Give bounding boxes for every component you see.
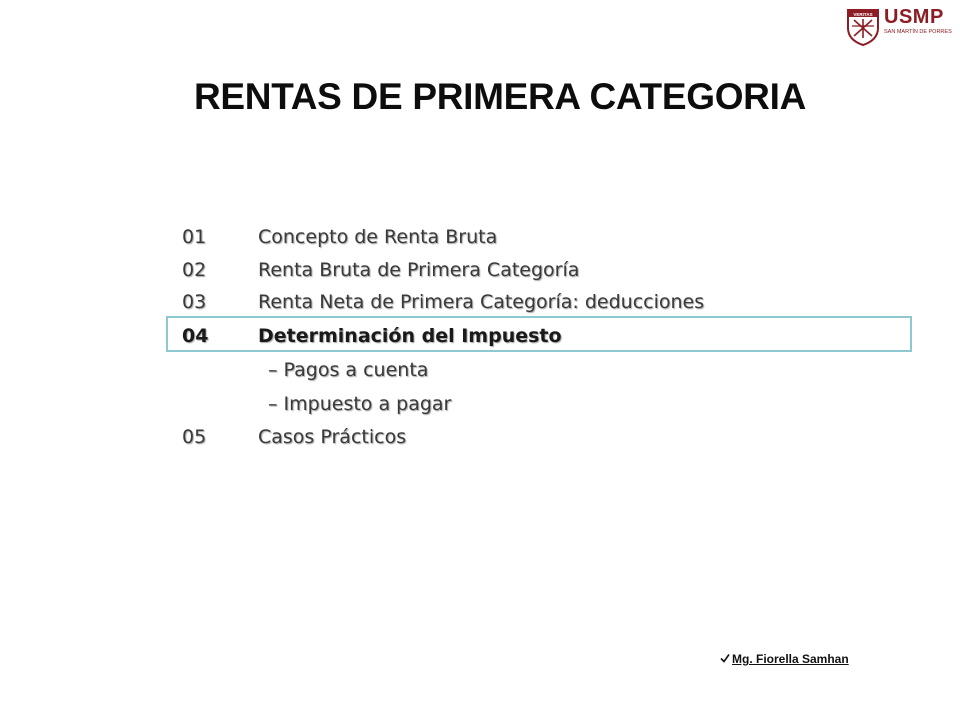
agenda-label: – Impuesto a pagar: [268, 393, 452, 415]
agenda-label: – Pagos a cuenta: [268, 359, 429, 381]
agenda-number: 01: [182, 226, 207, 248]
agenda-subitem-impuesto: [0, 391, 960, 421]
slide-title: RENTAS DE PRIMERA CATEGORIA: [193, 76, 806, 117]
agenda-item-04: [0, 323, 960, 353]
svg-text:VERITAS: VERITAS: [853, 12, 873, 17]
agenda-number: 04: [182, 325, 209, 347]
agenda-label: Renta Neta de Primera Categoría: deducciones: [258, 291, 705, 313]
author-name: Mg. Fiorella Samhan: [732, 652, 849, 666]
checkmark-icon: [720, 652, 730, 666]
agenda-item-03: [0, 289, 960, 319]
agenda-label: Casos Prácticos: [258, 426, 407, 448]
agenda-item-05: [0, 424, 960, 454]
usmp-logo: [846, 6, 950, 50]
agenda-subitem-pagos: [0, 357, 960, 387]
logo-subtitle: SAN MARTÍN DE PORRES: [884, 29, 952, 35]
agenda-number: 03: [182, 291, 207, 313]
author-credit: [720, 652, 849, 666]
agenda-label: Renta Bruta de Primera Categoría: [258, 259, 580, 281]
shield-seal-icon: [846, 6, 880, 46]
agenda-item-01: [0, 224, 960, 254]
logo-wordmark: USMP: [884, 6, 944, 28]
agenda-item-02: [0, 257, 960, 287]
agenda-number: 02: [182, 259, 207, 281]
agenda-label: Concepto de Renta Bruta: [258, 226, 498, 248]
agenda-number: 05: [182, 426, 207, 448]
logo-text: [884, 6, 950, 36]
agenda-label: Determinación del Impuesto: [258, 325, 562, 347]
